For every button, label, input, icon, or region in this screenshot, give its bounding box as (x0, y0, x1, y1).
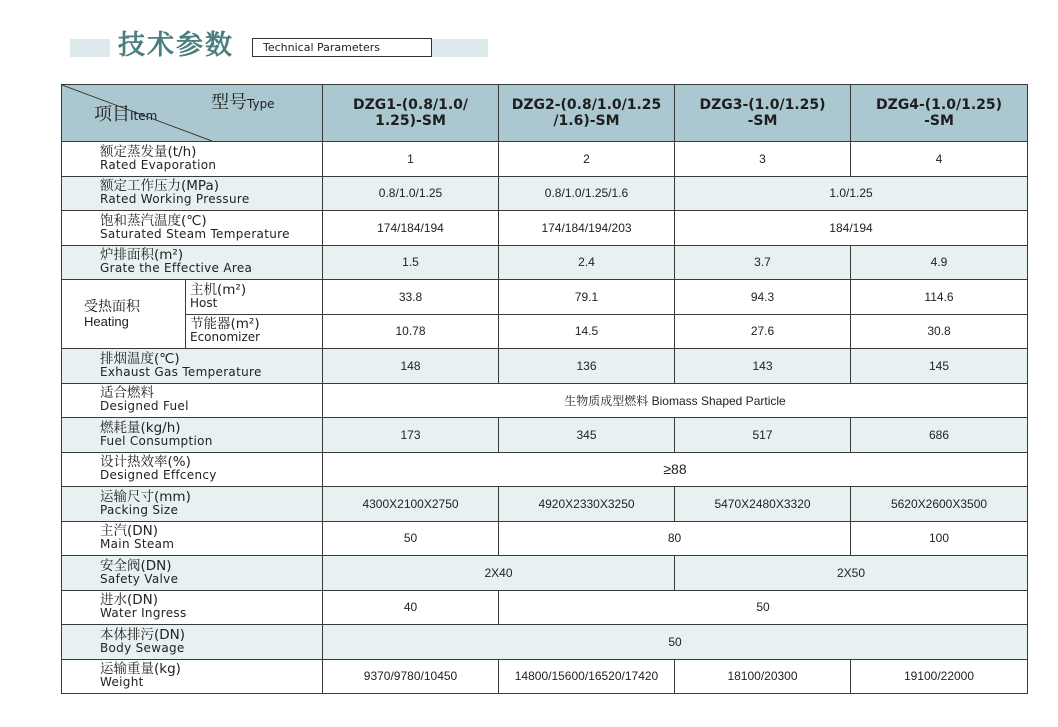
section-title-cn: 技术参数 (118, 30, 234, 61)
table-cell: 1 (323, 142, 499, 177)
row-label: 运输重量(kg) Weight (62, 659, 323, 694)
table-cell: 184/194 (675, 211, 1028, 246)
table-cell: 3.7 (675, 245, 851, 280)
table-row-weight (62, 659, 1028, 694)
table-cell: 79.1 (499, 280, 675, 315)
table-cell: 4.9 (851, 245, 1028, 280)
row-label: 排烟温度(℃) Exhaust Gas Temperature (62, 349, 323, 384)
row-label: 进水(DN) Water Ingress (62, 590, 323, 625)
table-row-steam-temp (62, 211, 1028, 246)
table-cell: 18100/20300 (675, 659, 851, 694)
row-label: 适合燃料 Designed Fuel (62, 383, 323, 418)
table-header-row (62, 85, 1028, 142)
row-label: 额定工作压力(MPa) Rated Working Pressure (62, 176, 323, 211)
row-label: 安全阀(DN) Safety Valve (62, 556, 323, 591)
section-header (70, 30, 488, 60)
table-cell: 145 (851, 349, 1028, 384)
table-cell: 50 (499, 590, 1028, 625)
table-cell: 148 (323, 349, 499, 384)
row-label: 运输尺寸(mm) Packing Size (62, 487, 323, 522)
table-cell: 686 (851, 418, 1028, 453)
table-row-grate (62, 245, 1028, 280)
table-cell: 0.8/1.0/1.25/1.6 (499, 176, 675, 211)
table-cell: 4300X2100X2750 (323, 487, 499, 522)
row-label: 燃耗量(kg/h) Fuel Consumption (62, 418, 323, 453)
table-cell: 2.4 (499, 245, 675, 280)
table-cell: 50 (323, 625, 1028, 660)
table-cell: 2 (499, 142, 675, 177)
table-cell: 94.3 (675, 280, 851, 315)
table-row-main-steam (62, 521, 1028, 556)
table-cell: 10.78 (323, 314, 499, 349)
table-cell: ≥88 (323, 452, 1028, 487)
table-cell: 143 (675, 349, 851, 384)
table-cell: 5470X2480X3320 (675, 487, 851, 522)
table-row-safety-valve (62, 556, 1028, 591)
table-row-packing (62, 487, 1028, 522)
table-cell: 4 (851, 142, 1028, 177)
parameters-table (61, 84, 1028, 694)
model-header-1: DZG1-(0.8/1.0/ 1.25)-SM (323, 85, 499, 142)
row-group-label: 受热面积 Heating (62, 280, 186, 349)
table-cell: 19100/22000 (851, 659, 1028, 694)
section-title-en: Technical Parameters (252, 38, 432, 57)
table-row-water (62, 590, 1028, 625)
table-cell: 14.5 (499, 314, 675, 349)
table-cell: 517 (675, 418, 851, 453)
table-row-sewage (62, 625, 1028, 660)
table-cell: 100 (851, 521, 1028, 556)
model-header-2: DZG2-(0.8/1.0/1.25 /1.6)-SM (499, 85, 675, 142)
corner-item-label: 项目Item (94, 104, 158, 125)
table-cell: 345 (499, 418, 675, 453)
row-label: 饱和蒸汽温度(℃) Saturated Steam Temperature (62, 211, 323, 246)
table-cell: 2X40 (323, 556, 675, 591)
row-sublabel: 主机(m²) Host (186, 280, 323, 315)
table-row-fuel (62, 383, 1028, 418)
corner-cell (62, 85, 323, 142)
table-cell: 14800/15600/16520/17420 (499, 659, 675, 694)
table-cell: 40 (323, 590, 499, 625)
table-cell: 174/184/194/203 (499, 211, 675, 246)
table-cell: 5620X2600X3500 (851, 487, 1028, 522)
table-cell: 27.6 (675, 314, 851, 349)
table-row-pressure (62, 176, 1028, 211)
row-label: 主汽(DN) Main Steam (62, 521, 323, 556)
row-label: 本体排污(DN) Body Sewage (62, 625, 323, 660)
table-cell: 80 (499, 521, 851, 556)
header-decor-left (70, 39, 110, 57)
table-cell: 33.8 (323, 280, 499, 315)
table-cell: 0.8/1.0/1.25 (323, 176, 499, 211)
row-label: 额定蒸发量(t/h) Rated Evaporation (62, 142, 323, 177)
model-header-3: DZG3-(1.0/1.25) -SM (675, 85, 851, 142)
table-cell: 50 (323, 521, 499, 556)
table-cell: 生物质成型燃料 Biomass Shaped Particle (323, 383, 1028, 418)
table-cell: 173 (323, 418, 499, 453)
corner-type-label: 型号Type (211, 92, 275, 113)
table-cell: 30.8 (851, 314, 1028, 349)
table-row-heating-host (62, 280, 1028, 315)
row-label: 炉排面积(m²) Grate the Effective Area (62, 245, 323, 280)
table-cell: 114.6 (851, 280, 1028, 315)
header-decor-right (432, 39, 488, 57)
table-row-evaporation (62, 142, 1028, 177)
table-row-consumption (62, 418, 1028, 453)
table-cell: 9370/9780/10450 (323, 659, 499, 694)
table-cell: 136 (499, 349, 675, 384)
table-cell: 1.5 (323, 245, 499, 280)
table-row-heating-economizer (62, 314, 1028, 349)
table-row-efficiency (62, 452, 1028, 487)
row-label: 设计热效率(%) Designed Effcency (62, 452, 323, 487)
table-row-exhaust (62, 349, 1028, 384)
model-header-4: DZG4-(1.0/1.25) -SM (851, 85, 1028, 142)
table-cell: 174/184/194 (323, 211, 499, 246)
table-cell: 3 (675, 142, 851, 177)
row-sublabel: 节能器(m²) Economizer (186, 314, 323, 349)
table-cell: 1.0/1.25 (675, 176, 1028, 211)
table-cell: 4920X2330X3250 (499, 487, 675, 522)
table-cell: 2X50 (675, 556, 1028, 591)
